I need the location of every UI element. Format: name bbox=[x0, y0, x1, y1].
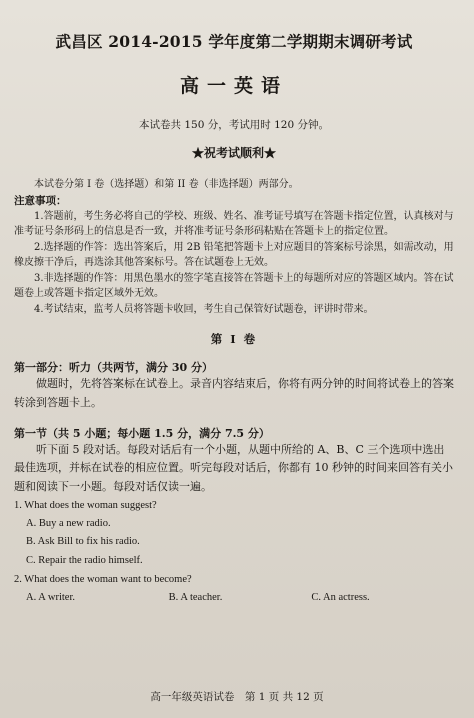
question-option: A. Buy a new radio. bbox=[26, 517, 111, 529]
part1-text: 做题时，先将答案标在试卷上。录音内容结束后，你将有两分钟的时间将试卷上的答案转涂到答题卡上。 bbox=[14, 377, 454, 409]
question-option: A. A writer. bbox=[26, 592, 75, 604]
section1-heading: 第一节（共 5 小题；每小题 1.5 分，满分 7.5 分） bbox=[14, 426, 270, 440]
part1-heading: 第一部分：听力（共两节，满分 30 分） bbox=[14, 361, 213, 375]
exam-meta: 本试卷共 150 分，考试用时 120 分钟。 bbox=[139, 119, 329, 131]
section1-text: 听下面 5 段对话。每段对话后有一个小题，从题中所给的 A、B、C 三个选项中选出最佳选项，并标在试卷的相应位置。听完每段对话后，你都有 10 秒钟的时间来回答有关小题和阅读下一小题。每段对话仅读一遍。 bbox=[14, 442, 453, 494]
notes-title: 注意事项： bbox=[14, 194, 67, 207]
question-option: B. A teacher. bbox=[168, 592, 223, 604]
question-option: C. Repair the radio himself. bbox=[26, 555, 143, 567]
question-stem: 1. What does the woman suggest? bbox=[14, 499, 157, 511]
page-footer: 高一年级英语试卷 第 1 页 共 12 页 bbox=[150, 691, 324, 703]
note-item: 4.考试结束，监考人员将答题卡收回，考生自己保管好试题卷，评讲时带来。 bbox=[34, 303, 374, 315]
exam-title: 武昌区 2014-2015 学年度第二学期期末调研考试 bbox=[55, 32, 413, 51]
blessing-line: ★祝考试顺利★ bbox=[191, 146, 276, 160]
question-option: B. Ask Bill to fix his radio. bbox=[26, 536, 140, 548]
note-item: 1.答题前，考生务必将自己的学校、班级、姓名、准考证号填写在答题卡指定位置，认真核对与准考证号条形码上的信息是否一致，并将准考证号条形码粘贴在答题卡上的指定位置。 bbox=[14, 210, 454, 238]
volume-heading: 第 I 卷 bbox=[210, 332, 258, 347]
subject-title: 高一英语 bbox=[179, 75, 288, 97]
intro-paragraph: 本试卷分第 I 卷（选择题）和第 II 卷（非选择题）两部分。 bbox=[34, 179, 299, 190]
question-option: C. An actress. bbox=[311, 592, 370, 604]
note-item: 2.选择题的作答：选出答案后，用 2B 铅笔把答题卡上对应题目的答案标号涂黑，如需改动，用橡皮擦干净后，再选涂其他答案标号。答在试题卷上无效。 bbox=[14, 241, 454, 269]
note-item: 3.非选择题的作答：用黑色墨水的签字笔直接答在答题卡上的每题所对应的答题区域内。答在试题卷上或答题卡指定区域外无效。 bbox=[14, 272, 454, 300]
question-stem: 2. What does the woman want to become? bbox=[14, 574, 192, 586]
question-options-row bbox=[14, 589, 454, 608]
